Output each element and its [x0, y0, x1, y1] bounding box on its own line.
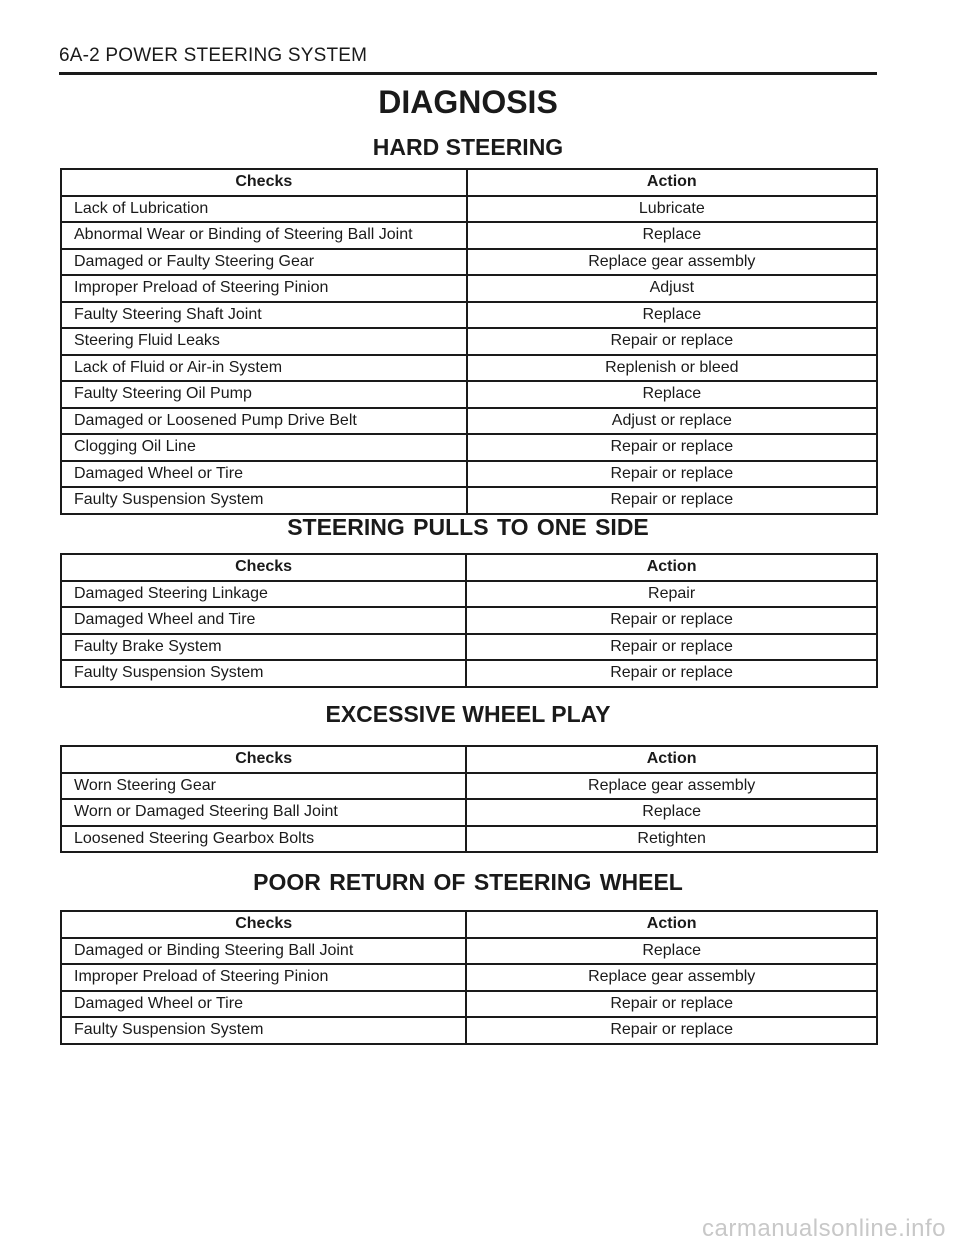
action-cell: Replace — [467, 302, 877, 329]
action-cell: Repair or replace — [467, 461, 877, 488]
check-cell: Clogging Oil Line — [61, 434, 467, 461]
table-row — [61, 1017, 877, 1044]
table-steering-pulls — [60, 553, 878, 688]
action-cell: Replace — [467, 381, 877, 408]
action-cell: Adjust or replace — [467, 408, 877, 435]
check-cell: Worn or Damaged Steering Ball Joint — [61, 799, 466, 826]
column-header-checks: Checks — [61, 746, 466, 773]
column-header-action: Action — [466, 554, 877, 581]
column-header-action: Action — [466, 911, 877, 938]
check-cell: Faulty Steering Shaft Joint — [61, 302, 467, 329]
table-row — [61, 964, 877, 991]
table-header-row — [61, 911, 877, 938]
check-cell: Faulty Suspension System — [61, 487, 467, 514]
section-title-excessive-wheel-play: EXCESSIVE WHEEL PLAY — [325, 701, 611, 727]
check-cell: Damaged Wheel or Tire — [61, 991, 466, 1018]
section-title-poor-return: POOR RETURN OF STEERING WHEEL — [253, 869, 683, 895]
table-row — [61, 461, 877, 488]
table-row — [61, 826, 877, 853]
action-cell: Replenish or bleed — [467, 355, 877, 382]
table-row — [61, 381, 877, 408]
check-cell: Faulty Steering Oil Pump — [61, 381, 467, 408]
action-cell: Repair or replace — [466, 660, 877, 687]
action-cell: Replace gear assembly — [466, 964, 877, 991]
column-header-action: Action — [467, 169, 877, 196]
table-row — [61, 799, 877, 826]
column-header-checks: Checks — [61, 911, 466, 938]
check-cell: Damaged or Binding Steering Ball Joint — [61, 938, 466, 965]
action-cell: Repair or replace — [467, 434, 877, 461]
action-cell: Repair or replace — [467, 487, 877, 514]
check-cell: Damaged Wheel and Tire — [61, 607, 466, 634]
check-cell: Abnormal Wear or Binding of Steering Ball Joint — [61, 222, 467, 249]
check-cell: Faulty Suspension System — [61, 660, 466, 687]
table-row — [61, 328, 877, 355]
check-cell: Steering Fluid Leaks — [61, 328, 467, 355]
action-cell: Repair or replace — [466, 634, 877, 661]
table-row — [61, 275, 877, 302]
table-header-row — [61, 169, 877, 196]
action-cell: Retighten — [466, 826, 877, 853]
action-cell: Repair — [466, 581, 877, 608]
action-cell: Replace — [467, 222, 877, 249]
table-header-row — [61, 746, 877, 773]
table-row — [61, 222, 877, 249]
table-row — [61, 249, 877, 276]
table-row — [61, 773, 877, 800]
page-title: DIAGNOSIS — [378, 84, 558, 120]
check-cell: Faulty Brake System — [61, 634, 466, 661]
action-cell: Replace gear assembly — [467, 249, 877, 276]
action-cell: Repair or replace — [467, 328, 877, 355]
header-rule — [59, 72, 877, 75]
action-cell: Replace — [466, 938, 877, 965]
check-cell: Damaged Steering Linkage — [61, 581, 466, 608]
table-hard-steering — [60, 168, 878, 515]
check-cell: Damaged or Loosened Pump Drive Belt — [61, 408, 467, 435]
section-title-hard-steering: HARD STEERING — [372, 134, 564, 160]
watermark: carmanualsonline.info — [702, 1215, 946, 1242]
check-cell: Lack of Lubrication — [61, 196, 467, 223]
table-poor-return — [60, 910, 878, 1045]
check-cell: Lack of Fluid or Air-in System — [61, 355, 467, 382]
column-header-action: Action — [466, 746, 877, 773]
table-row — [61, 607, 877, 634]
action-cell: Repair or replace — [466, 1017, 877, 1044]
table-row — [61, 938, 877, 965]
column-header-checks: Checks — [61, 169, 467, 196]
check-cell: Damaged or Faulty Steering Gear — [61, 249, 467, 276]
table-excessive-wheel-play — [60, 745, 878, 853]
section-title-steering-pulls: STEERING PULLS TO ONE SIDE — [287, 514, 649, 540]
table-row — [61, 581, 877, 608]
check-cell: Loosened Steering Gearbox Bolts — [61, 826, 466, 853]
action-cell: Replace gear assembly — [466, 773, 877, 800]
table-row — [61, 634, 877, 661]
table-row — [61, 991, 877, 1018]
table-row — [61, 434, 877, 461]
check-cell: Faulty Suspension System — [61, 1017, 466, 1044]
table-row — [61, 196, 877, 223]
action-cell: Lubricate — [467, 196, 877, 223]
table-row — [61, 302, 877, 329]
table-row — [61, 660, 877, 687]
table-header-row — [61, 554, 877, 581]
check-cell: Damaged Wheel or Tire — [61, 461, 467, 488]
table-row — [61, 487, 877, 514]
action-cell: Replace — [466, 799, 877, 826]
action-cell: Adjust — [467, 275, 877, 302]
check-cell: Improper Preload of Steering Pinion — [61, 964, 466, 991]
check-cell: Worn Steering Gear — [61, 773, 466, 800]
table-row — [61, 408, 877, 435]
action-cell: Repair or replace — [466, 607, 877, 634]
column-header-checks: Checks — [61, 554, 466, 581]
page-header: 6A-2 POWER STEERING SYSTEM — [59, 45, 368, 66]
table-row — [61, 355, 877, 382]
action-cell: Repair or replace — [466, 991, 877, 1018]
check-cell: Improper Preload of Steering Pinion — [61, 275, 467, 302]
